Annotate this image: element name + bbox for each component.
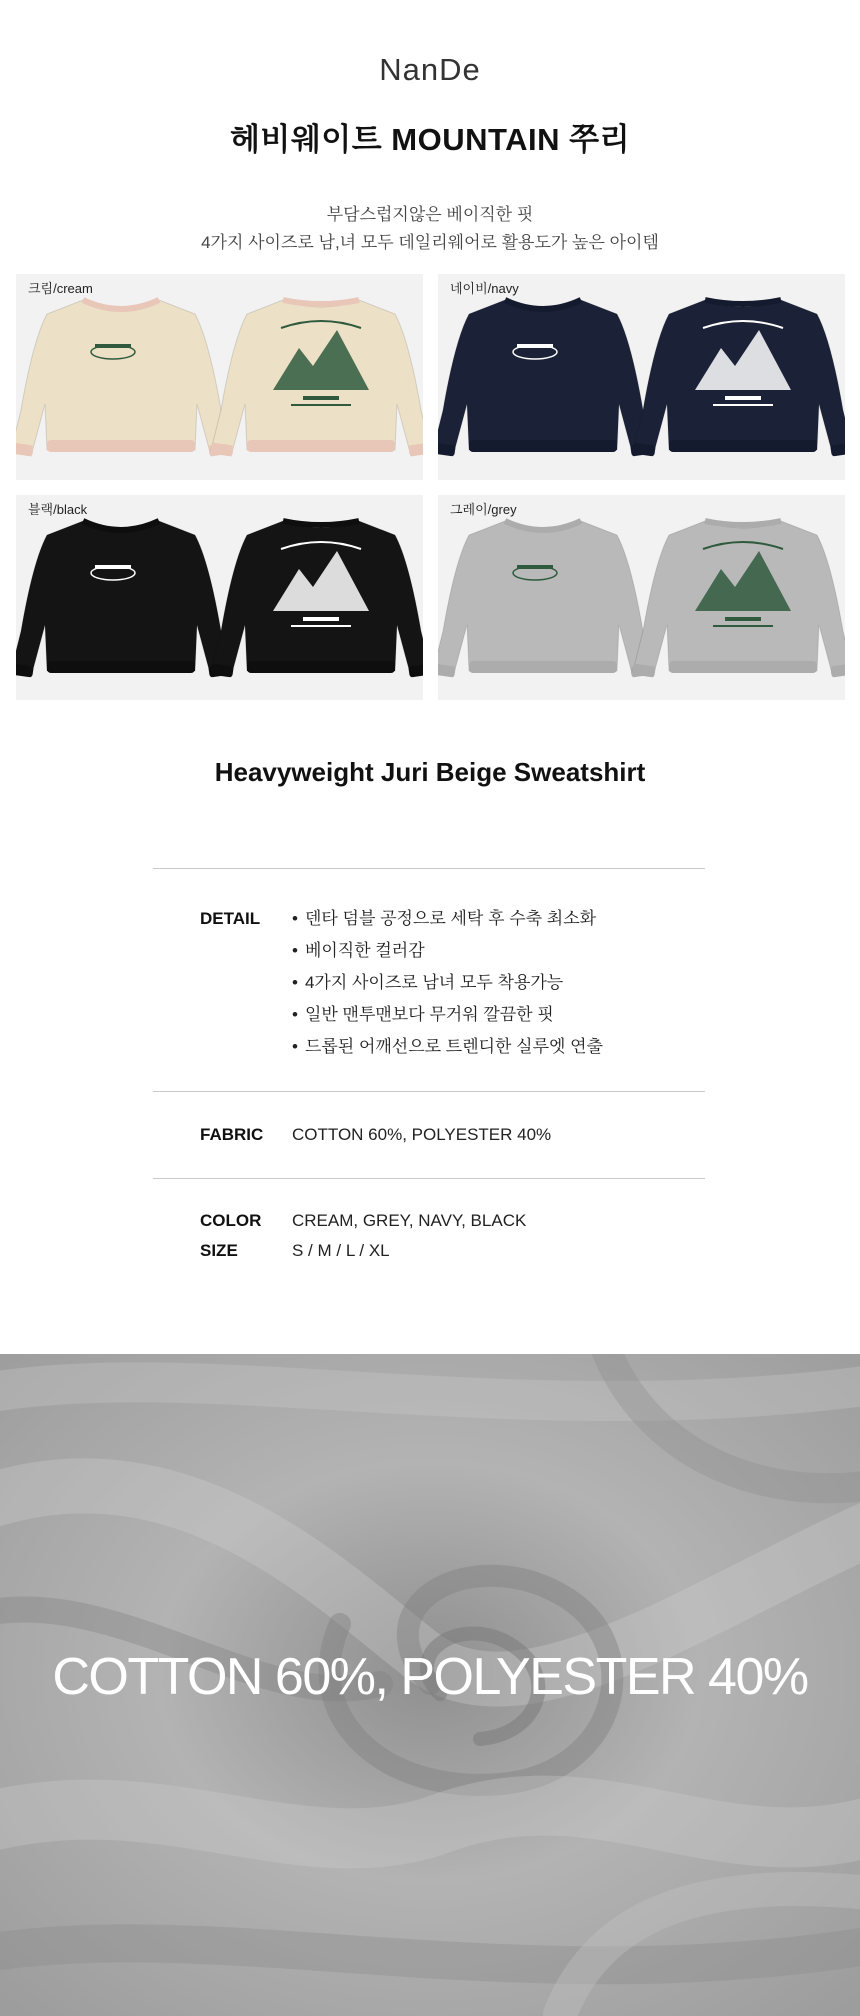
variant-label: 블랙/black xyxy=(28,502,88,517)
sweatshirt-back xyxy=(210,521,423,677)
sweatshirt-front xyxy=(438,300,654,456)
variant-label: 그레이/grey xyxy=(450,502,517,517)
sweatshirt-front xyxy=(16,300,232,456)
spec-value: S / M / L / XL xyxy=(292,1241,390,1260)
detail-list xyxy=(292,903,603,1063)
sweatshirt-back xyxy=(632,521,845,677)
sweatshirt-pair-image xyxy=(438,274,845,480)
spec-line-color xyxy=(153,1206,705,1236)
detail-item: • 일반 맨투맨보다 무거워 깔끔한 핏 xyxy=(292,999,603,1031)
sweatshirt-pair-image xyxy=(438,495,845,700)
detail-item: • 4가지 사이즈로 남녀 모두 착용가능 xyxy=(292,967,603,999)
product-name-en: Heavyweight Juri Beige Sweatshirt xyxy=(214,757,646,787)
detail-item: • 덴타 덤블 공정으로 세탁 후 수축 최소화 xyxy=(292,903,603,935)
spec-key: SIZE xyxy=(200,1241,238,1260)
tagline-line-2: 4가지 사이즈로 남,녀 모두 데일리웨어로 활용도가 높은 아이템 xyxy=(201,233,659,252)
variant-label: 크림/cream xyxy=(28,281,93,296)
color-variant-grid xyxy=(16,274,845,700)
variant-tile-navy xyxy=(438,274,845,480)
fabric-composition-text: COTTON 60%, POLYESTER 40% xyxy=(52,1648,808,1706)
detail-item: • 드롭된 어깨선으로 트렌디한 실루엣 연출 xyxy=(292,1031,603,1063)
spec-line-size xyxy=(153,1236,705,1266)
sweatshirt-front xyxy=(16,521,232,677)
sweatshirt-pair-image xyxy=(16,495,423,700)
variant-tile-black xyxy=(16,495,423,700)
brand-name: NanDe xyxy=(379,52,481,87)
spec-table xyxy=(153,868,705,1266)
spec-value: CREAM, GREY, NAVY, BLACK xyxy=(292,1211,527,1230)
spec-row-color-size xyxy=(153,1179,705,1266)
spec-key: FABRIC xyxy=(200,1125,264,1144)
product-title: 헤비웨이트 MOUNTAIN 쭈리 xyxy=(229,122,631,157)
tagline-line-1: 부담스럽지않은 베이직한 핏 xyxy=(326,205,534,224)
detail-item: • 베이직한 컬러감 xyxy=(292,935,603,967)
spec-key: DETAIL xyxy=(200,909,261,928)
fabric-texture-banner xyxy=(0,1354,860,2016)
spec-value: COTTON 60%, POLYESTER 40% xyxy=(292,1125,552,1144)
spec-row-fabric xyxy=(153,1092,705,1178)
variant-tile-grey xyxy=(438,495,845,700)
spec-row-detail xyxy=(153,869,705,1091)
sweatshirt-back xyxy=(210,300,423,456)
sweatshirt-pair-image xyxy=(16,274,423,480)
variant-label: 네이비/navy xyxy=(450,281,519,296)
tagline xyxy=(0,201,860,257)
sweatshirt-back xyxy=(632,300,845,456)
spec-key: COLOR xyxy=(200,1211,262,1230)
variant-tile-cream xyxy=(16,274,423,480)
sweatshirt-front xyxy=(438,521,654,677)
